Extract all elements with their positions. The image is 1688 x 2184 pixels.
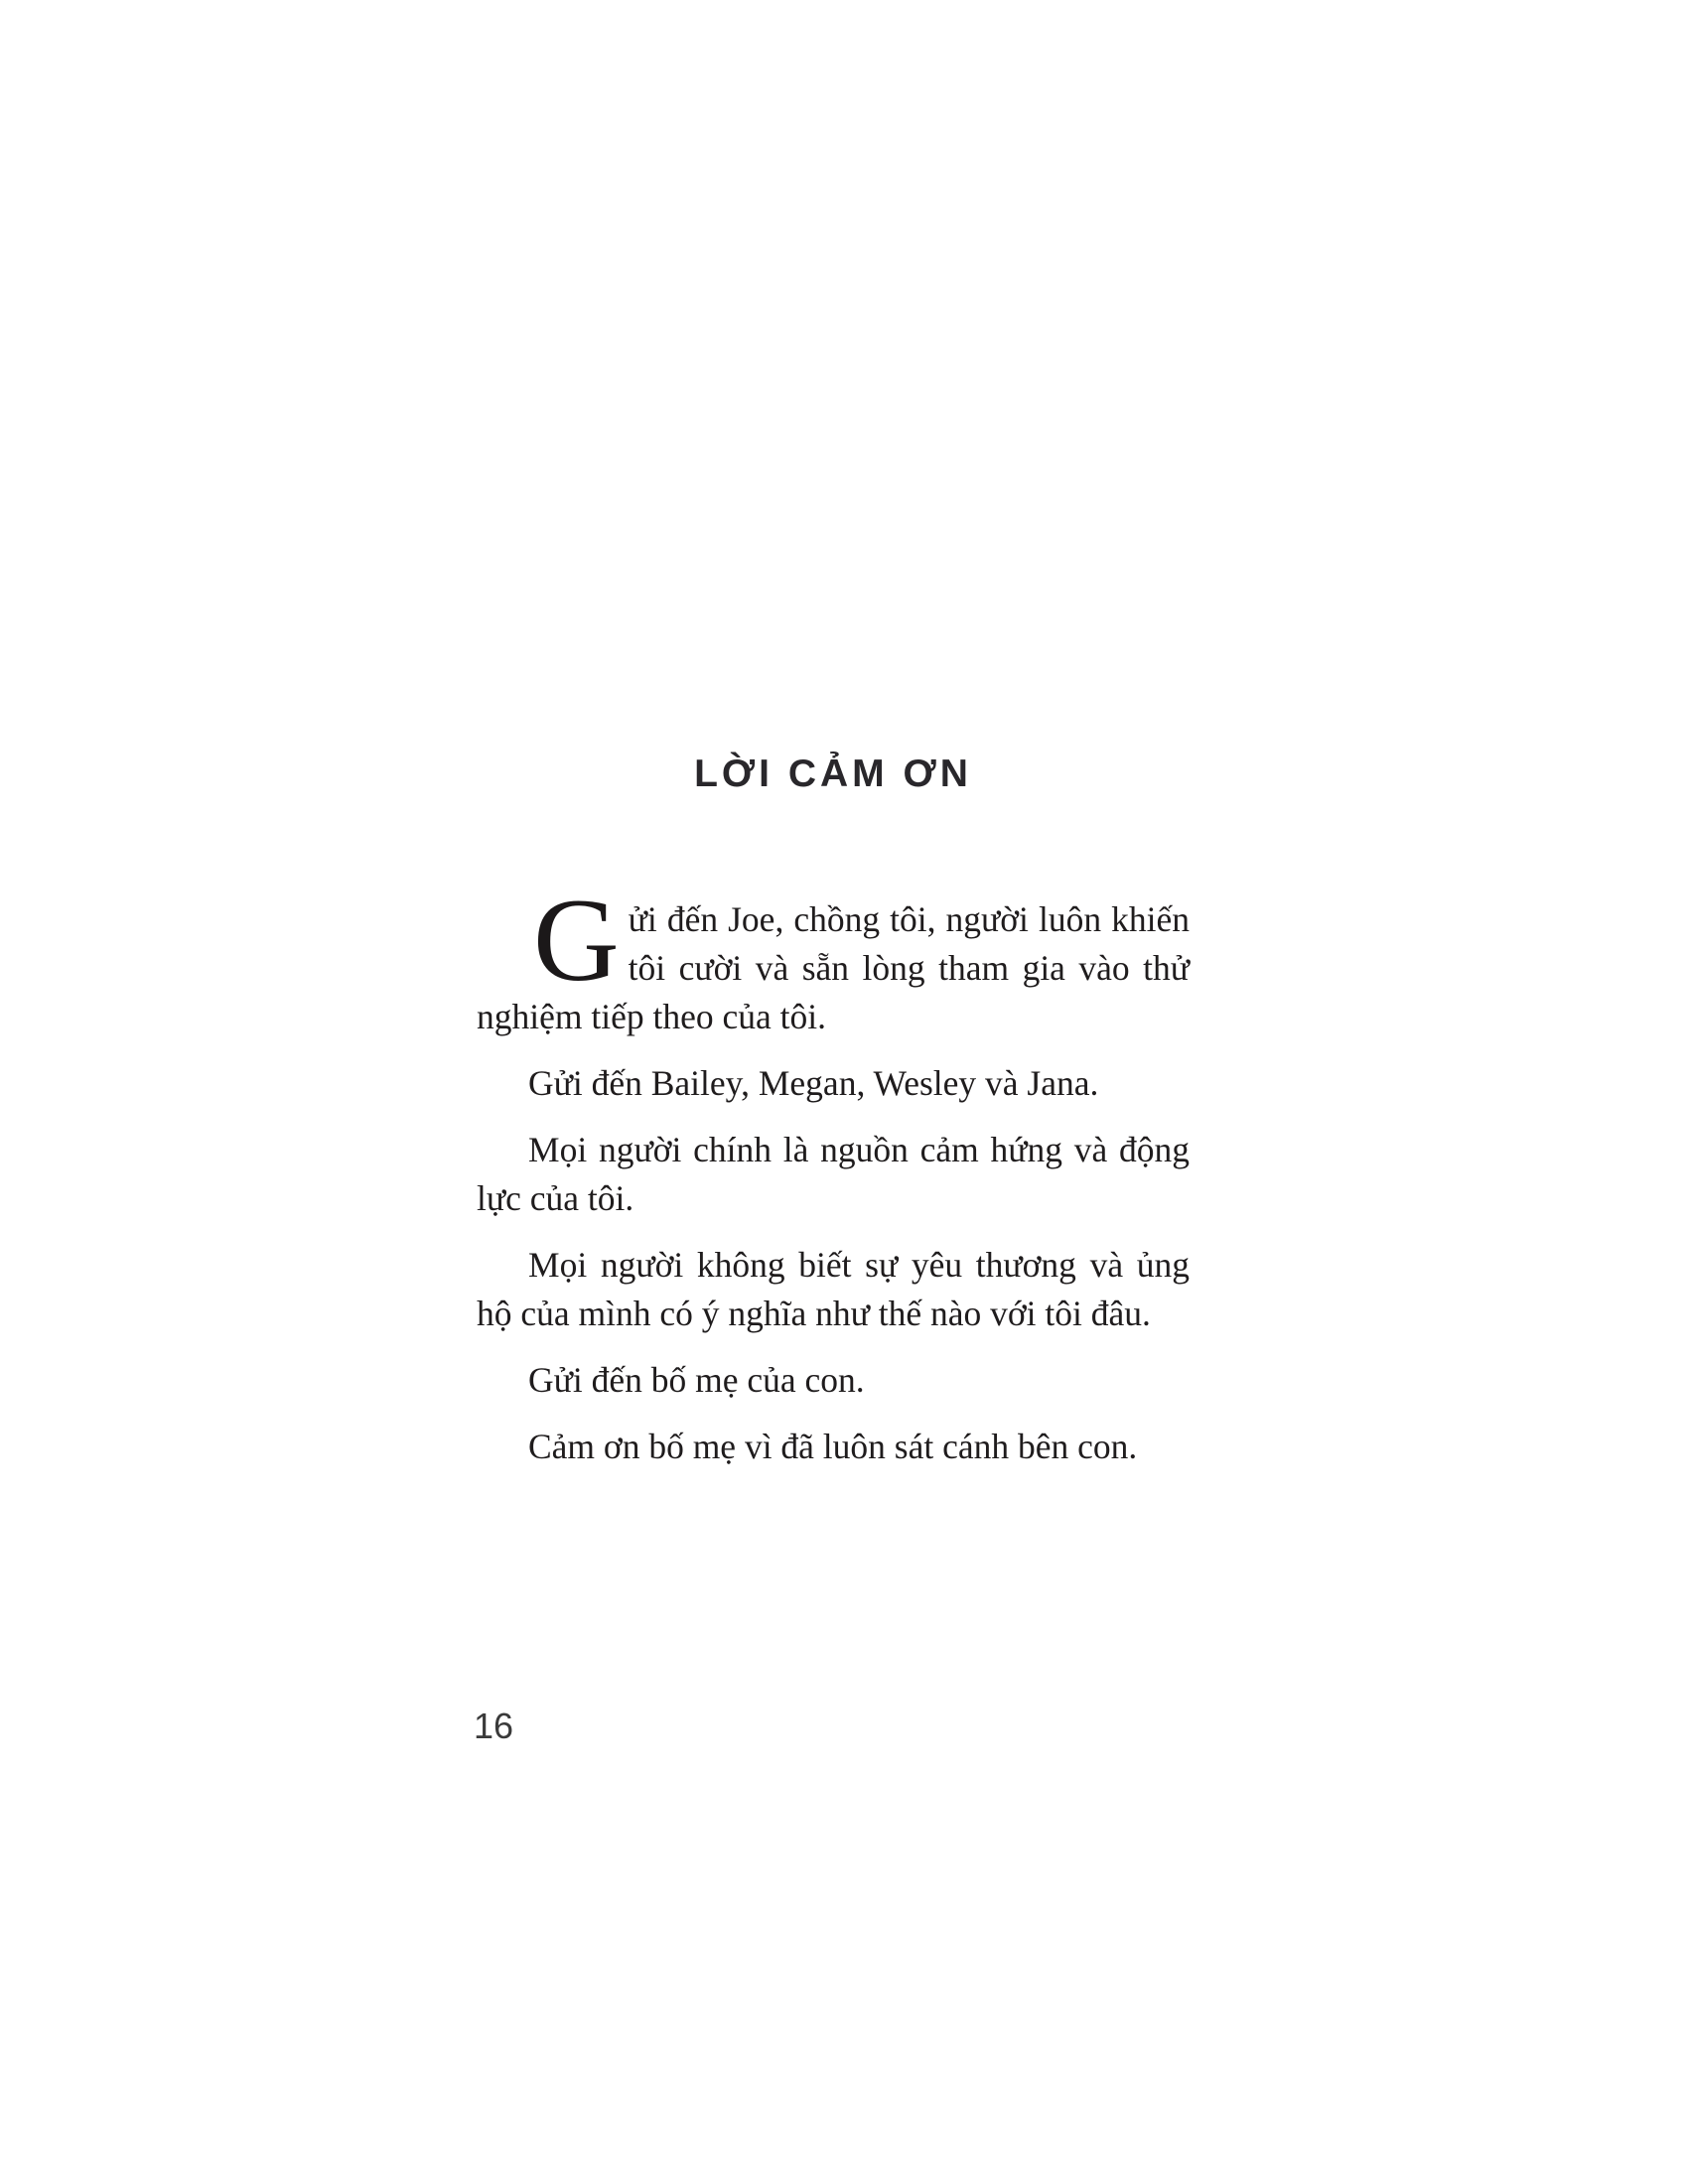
- page-number: 16: [474, 1706, 514, 1746]
- body-text-block: [477, 874, 1190, 1489]
- paragraph: Gửi đến bố mẹ của con.: [528, 1360, 865, 1400]
- dropcap-letter: G: [533, 874, 620, 1006]
- paragraph: Mọi người chính là nguồn cảm hứng và động lực của tôi.: [477, 1130, 1190, 1218]
- paragraph-text: ửi đến Joe, chồng tôi, người luôn khiến tôi cười và sẵn lòng tham gia vào thử nghiệm tiếp theo của tôi.: [477, 899, 1190, 1036]
- chapter-title: LỜI CẢM ƠN: [694, 752, 972, 795]
- paragraph: Gửi đến Bailey, Megan, Wesley và Jana.: [528, 1063, 1099, 1103]
- paragraph-with-dropcap: [477, 874, 1190, 1041]
- paragraph: Cảm ơn bố mẹ vì đã luôn sát cánh bên con.: [528, 1427, 1138, 1466]
- paragraph: Mọi người không biết sự yêu thương và ủng hộ của mình có ý nghĩa như thế nào với tôi đâu.: [477, 1245, 1190, 1333]
